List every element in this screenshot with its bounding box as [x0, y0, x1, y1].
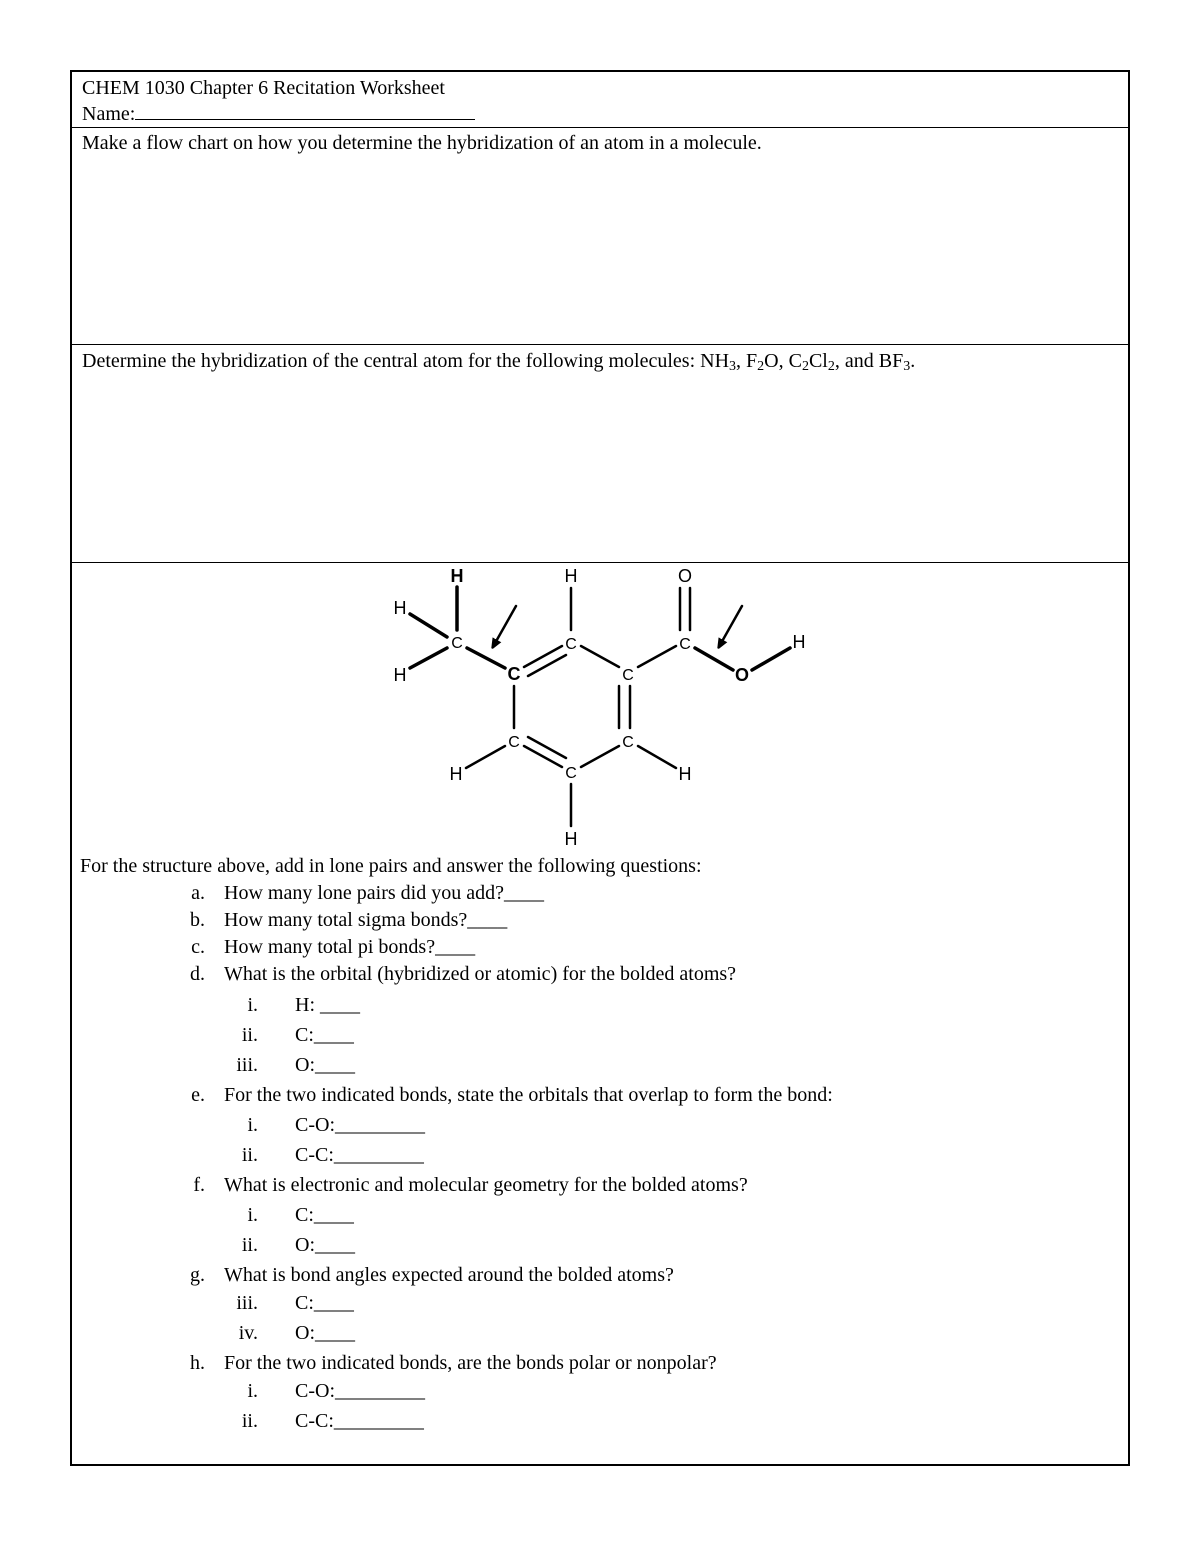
atom-c-ring-2: C [565, 636, 577, 653]
sub-text: C-C:_________ [295, 1410, 424, 1432]
question-letter: d. [190, 963, 205, 985]
atom-h-hydroxyl: H [792, 632, 806, 652]
question-letter: f. [193, 1174, 205, 1196]
molecule-1: $NH_3$, [700, 350, 747, 374]
arrow-c-c-bond [494, 606, 516, 645]
flowchart-prompt: Make a flow chart on how you determine the hybridization of an atom in a molecule. [82, 132, 762, 154]
bond-ring-1-2 [524, 646, 562, 667]
atom-c-carboxyl: C [679, 636, 691, 653]
atom-h-left: H [449, 764, 463, 784]
question-letter: c. [191, 936, 205, 958]
sub-text: C-O:_________ [295, 1380, 425, 1402]
question-text: For the two indicated bonds, state the orbitals that overlap to form the bond: [224, 1084, 833, 1106]
sub-number: ii. [241, 1024, 258, 1046]
atom-h-top: H [564, 566, 578, 586]
atom-h-bold: H [450, 566, 464, 586]
sub-text: C-O:_________ [295, 1114, 425, 1136]
question-text: What is electronic and molecular geometry for the bolded atoms? [224, 1174, 748, 1196]
sub-text: C:____ [295, 1024, 354, 1046]
bond-ccarboxyl-ohydroxyl [695, 648, 733, 670]
question-text: What is bond angles expected around the bolded atoms? [224, 1264, 674, 1286]
sub-number: i. [247, 1114, 258, 1136]
sub-text: O:____ [295, 1054, 355, 1076]
bond-ring-2-3 [581, 646, 619, 667]
name-label: Name: [82, 103, 136, 125]
question-text: How many total sigma bonds?____ [224, 909, 508, 931]
question-text: What is the orbital (hybridized or atomic) for the bolded atoms? [224, 963, 737, 985]
atom-c-methyl: C [451, 635, 463, 652]
bond-ring-4-5-double [528, 737, 566, 758]
sub-number: ii. [241, 1234, 258, 1256]
sub-text: O:____ [295, 1322, 355, 1344]
sub-number: i. [247, 994, 258, 1016]
sub-number: ii. [241, 1410, 258, 1432]
bond-c6-h [638, 746, 676, 768]
atom-h-bottom: H [564, 829, 578, 849]
bond-o-h [752, 648, 790, 670]
atom-c-ring-5: C [565, 765, 577, 782]
atom-o-bold: O [734, 665, 750, 685]
bond-h-cmethyl-1 [410, 614, 447, 637]
atom-h-methyl-2: H [393, 665, 407, 685]
arrow-c-o-bond [720, 606, 742, 645]
bond-ring-6-5 [581, 746, 619, 767]
bond-cmethyl-cring [467, 648, 505, 668]
question-letter: g. [190, 1264, 205, 1286]
worksheet-title: CHEM 1030 Chapter 6 Recitation Worksheet [82, 77, 445, 99]
sub-text: O:____ [295, 1234, 355, 1256]
atom-c-ring-4: C [508, 734, 520, 751]
sub-number: iii. [236, 1292, 258, 1314]
bond-c4-h [466, 746, 505, 768]
question-text: For the two indicated bonds, are the bonds polar or nonpolar? [224, 1352, 717, 1374]
question-letter: b. [190, 909, 205, 931]
sub-text: C:____ [295, 1292, 354, 1314]
molecule-3: $C_2Cl_2$, and [788, 350, 879, 374]
bond-c3-ccarboxyl [638, 646, 676, 667]
sub-text: C:____ [295, 1204, 354, 1226]
atom-h-right: H [678, 764, 692, 784]
question-letter: a. [191, 882, 205, 904]
sub-number: iv. [238, 1322, 258, 1344]
atom-c-ring-6: C [622, 734, 634, 751]
molecule-4: $BF_3$. [878, 350, 916, 374]
sub-number: i. [247, 1204, 258, 1226]
sub-number: iii. [236, 1054, 258, 1076]
question-letter: h. [190, 1352, 205, 1374]
bond-h-cmethyl-2 [410, 648, 447, 668]
atom-c-ring-3: C [622, 667, 634, 684]
sub-text: H: ____ [295, 994, 360, 1016]
atom-c-bold: C [507, 664, 521, 684]
sub-text: C-C:_________ [295, 1144, 424, 1166]
questions-intro: For the structure above, add in lone pairs and answer the following questions: [80, 855, 702, 877]
question-text: How many lone pairs did you add?____ [224, 882, 544, 904]
sub-number: ii. [241, 1144, 258, 1166]
bond-ring-4-5 [524, 746, 562, 767]
molecule-2: $F_2O$, [746, 350, 789, 374]
bond-ring-1-2-double [528, 655, 566, 676]
sub-number: i. [247, 1380, 258, 1402]
question-text: How many total pi bonds?____ [224, 936, 476, 958]
hybridization-prompt-text: Determine the hybridization of the central atom for the following molecules: [82, 350, 701, 372]
atom-o-carbonyl: O [677, 566, 693, 586]
question-letter: e. [191, 1084, 205, 1106]
atom-h-methyl-1: H [393, 598, 407, 618]
